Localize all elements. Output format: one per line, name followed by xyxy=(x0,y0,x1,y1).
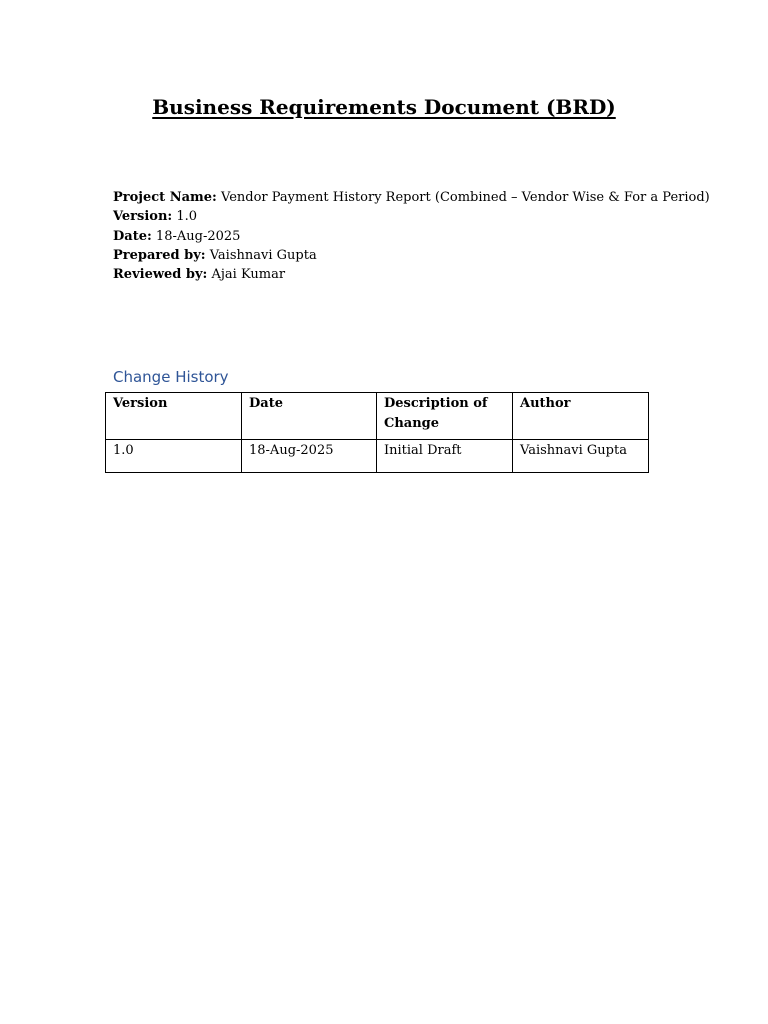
meta-project-name xyxy=(113,188,710,207)
table-header-row xyxy=(106,393,649,440)
meta-value: 18-Aug-2025 xyxy=(155,228,241,244)
meta-value: 1.0 xyxy=(176,209,198,225)
meta-version xyxy=(113,207,710,226)
meta-prepared-by xyxy=(113,246,710,265)
meta-label: Reviewed by: xyxy=(113,267,208,283)
meta-label: Project Name: xyxy=(113,190,217,205)
column-header-author: Author xyxy=(513,393,649,440)
meta-value: Ajai Kumar xyxy=(211,267,286,283)
cell-version: 1.0 xyxy=(106,440,242,473)
column-header-date: Date xyxy=(242,393,377,440)
column-header-description: Description of Change xyxy=(377,393,513,440)
meta-label: Version: xyxy=(113,209,173,225)
table-row xyxy=(106,440,649,473)
cell-date: 18-Aug-2025 xyxy=(242,440,377,473)
meta-reviewed-by xyxy=(113,265,710,284)
meta-value: Vendor Payment History Report (Combined – Vendor Wise & For a Period) xyxy=(221,190,710,205)
cell-description: Initial Draft xyxy=(377,440,513,473)
meta-date xyxy=(113,227,710,246)
change-history-heading: Change History xyxy=(113,368,229,386)
meta-label: Prepared by: xyxy=(113,247,206,263)
document-title: Business Requirements Document (BRD) xyxy=(152,95,616,119)
column-header-version: Version xyxy=(106,393,242,440)
project-meta xyxy=(113,188,710,284)
meta-label: Date: xyxy=(113,228,152,244)
change-history-table xyxy=(105,392,649,473)
meta-value: Vaishnavi Gupta xyxy=(209,247,317,263)
cell-author: Vaishnavi Gupta xyxy=(513,440,649,473)
